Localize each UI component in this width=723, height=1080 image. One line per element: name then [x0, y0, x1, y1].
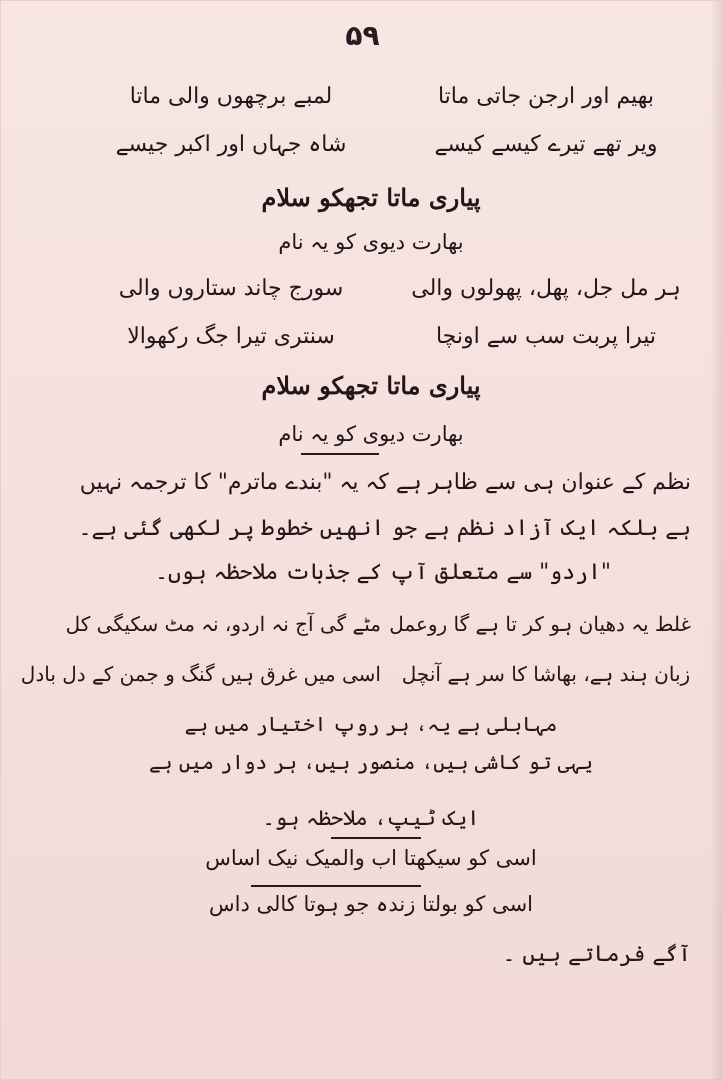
stanza3-line2-right: زبان ہند ہے، بھاشا کا سر ہے آنچل [401, 662, 691, 686]
closing-line: آگے فرماتے ہیں ۔ [502, 942, 691, 967]
stanza2-line1-right: ہر مل جل، پھل، پھولوں والی [411, 276, 681, 301]
tape-line2: اسی کو بولتا زندہ جو ہوتا کالی داس [209, 892, 533, 916]
stanza2-line1-left: سورج چاند ستاروں والی [118, 276, 344, 301]
tape-overline-2 [251, 885, 421, 887]
stanza3-line1-left: مٹے گی آج نہ اردو، نہ مٹ سکیگی کل [65, 612, 381, 636]
subtitle-underline [301, 453, 379, 455]
stanza1-chorus: پیاری ماتا تجھکو سلام [261, 183, 481, 212]
stanza1-line2-left: شاہ جہاں اور اکبر جیسے [115, 132, 347, 157]
tape-intro: ایک ٹیپ، ملاحظہ ہو۔ [262, 806, 480, 830]
stanza3-line1-right: غلط یہ دھیان ہو کر تا ہے گا روعمل [389, 612, 691, 636]
stanza2-subtitle: بھارت دیوی کو یہ نام [278, 422, 464, 446]
page-edge-shadow [710, 1, 722, 1080]
prose-line2: ہے بلکہ ایک آزاد نظم ہے جو انھیں خطوط پر لکھی گئی ہے۔ [78, 516, 691, 541]
stanza1-line1-left: لمبے برچھوں والی ماتا [129, 84, 333, 109]
stanza2-line2-right: تیرا پربت سب سے اونچا [435, 324, 657, 349]
stanza1-line2-right: ویر تھے تیرے کیسے کیسے [434, 132, 658, 157]
stanza1-line1-right: بھیم اور ارجن جاتی ماتا [437, 84, 655, 109]
stanza3-line3: مہابلی ہے یہ، ہر روپ اختیار میں ہے [184, 712, 558, 736]
stanza3-line4: یہی تو کاشی ہیں، منصور ہیں، ہر دوار میں ہے [149, 750, 593, 774]
prose-line1: نظم کے عنوان ہی سے ظاہر ہے کہ یہ "بندے ماترم" کا ترجمہ نہیں [79, 470, 691, 495]
tape-overline [331, 837, 421, 839]
stanza1-subtitle: بھارت دیوی کو یہ نام [278, 230, 464, 254]
prose-line3: "اردو" سے متعلق آپ کے جذبات ملاحظہ ہوں۔ [155, 560, 611, 585]
stanza3-line2-left: اسی میں غرق ہیں گنگ و جمن کے دل بادل [20, 662, 381, 686]
stanza2-line2-left: سنتری تیرا جگ رکھوالا [127, 324, 335, 349]
page-number: ۵۹ [345, 19, 380, 52]
stanza2-chorus: پیاری ماتا تجھکو سلام [261, 371, 481, 400]
tape-line1: اسی کو سیکھتا اب والمیک نیک اساس [205, 846, 537, 870]
